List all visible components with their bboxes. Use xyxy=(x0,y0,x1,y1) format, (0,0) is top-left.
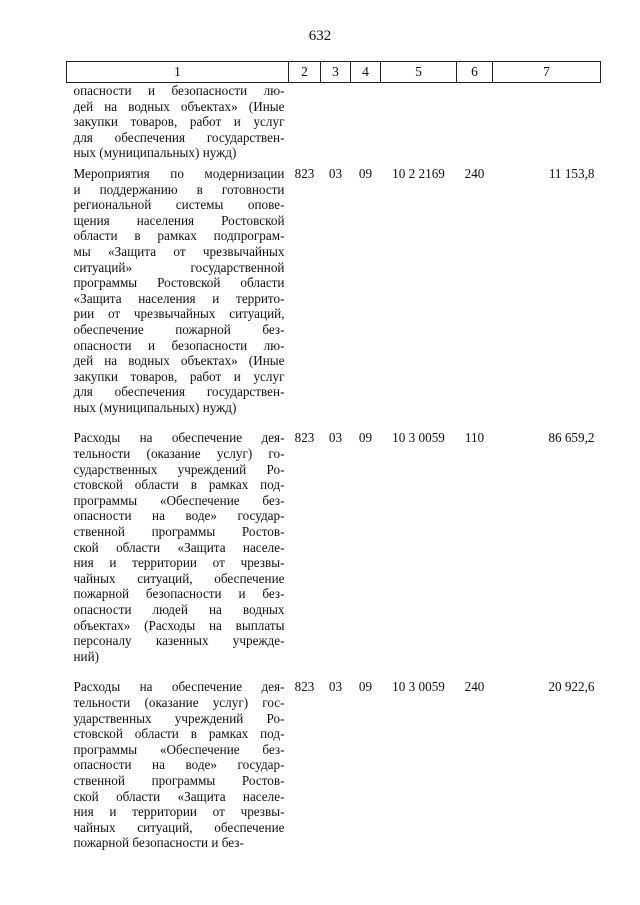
description-line: ситуаций» государственной xyxy=(73,259,285,275)
description-line: дей на водных объектах» (Иные xyxy=(73,353,285,369)
table-row xyxy=(67,83,601,161)
description-line: Мероприятия по модернизации xyxy=(73,165,285,181)
column-header-5: 5 xyxy=(381,62,457,83)
description-line: дей на водных объектах» (Иные xyxy=(73,98,285,114)
description-line: чайных ситуаций, обеспечение xyxy=(73,819,285,835)
row-description xyxy=(67,83,289,161)
description-line: ской области «Защита населе- xyxy=(73,539,285,555)
description-line: объектах» (Расходы на выплаты xyxy=(73,617,285,633)
column-header-2: 2 xyxy=(289,62,321,83)
description-line: опасности и безопасности лю- xyxy=(73,83,285,98)
description-line: чайных ситуаций, обеспечение xyxy=(73,570,285,586)
description-line: сударственных учреждений Ро- xyxy=(73,461,285,477)
description-line: щения населения Ростовской xyxy=(73,212,285,228)
expense-type-code: 110 xyxy=(464,430,485,446)
description-line: рии от чрезвычайных ситуаций, xyxy=(73,306,285,322)
description-line: области в рамках подпрограм- xyxy=(73,228,285,244)
target-article-code: 10 3 0059 xyxy=(392,430,445,446)
expense-type-code: 240 xyxy=(464,165,485,181)
description-line: ния и территории от чрезвы- xyxy=(73,804,285,820)
section-code: 03 xyxy=(328,430,343,446)
description-line: и поддержанию в готовности xyxy=(73,181,285,197)
description-line: для обеспечения государствен- xyxy=(73,129,285,145)
target-article-code: 10 2 2169 xyxy=(392,165,445,181)
section-code: 03 xyxy=(328,679,343,695)
description-line: мы «Защита от чрезвычайных xyxy=(73,243,285,259)
description-line: опасности на воде» государ- xyxy=(73,757,285,773)
description-line: ных (муниципальных) нужд) xyxy=(73,145,237,161)
column-header-4: 4 xyxy=(351,62,381,83)
description-line: ственной программы Ростов- xyxy=(73,524,285,540)
ministry-code xyxy=(289,83,321,161)
description-line: для обеспечения государствен- xyxy=(73,384,285,400)
section-code: 03 xyxy=(328,165,343,181)
target-article-code xyxy=(381,83,457,161)
column-header-6: 6 xyxy=(457,62,493,83)
description-line: программы Ростовской области xyxy=(73,275,285,291)
table-row xyxy=(67,425,601,674)
description-line: пожарной безопасности и без- xyxy=(73,835,244,851)
description-line: «Защита населения и террито- xyxy=(73,290,285,306)
subsection-code: 09 xyxy=(358,679,373,695)
budget-table xyxy=(66,61,601,861)
amount-value: 11 153,8 xyxy=(548,165,595,181)
description-line: тельности (оказание услуг) гос- xyxy=(73,694,285,710)
description-line: ния и территории от чрезвы- xyxy=(73,555,285,571)
description-line: закупки товаров, работ и услуг xyxy=(73,114,285,130)
description-line: ственной программы Ростов- xyxy=(73,772,285,788)
description-line: тельности (оказание услуг) го- xyxy=(73,446,285,462)
ministry-code: 823 xyxy=(294,165,315,181)
column-header-7: 7 xyxy=(493,62,601,83)
table-body xyxy=(67,83,601,861)
description-line: программы «Обеспечение без- xyxy=(73,741,285,757)
description-line: опасности людей на водных xyxy=(73,602,285,617)
column-header-3: 3 xyxy=(321,62,351,83)
description-line: стовской области в рамках под- xyxy=(73,477,285,493)
amount-value xyxy=(493,83,601,161)
description-line: ний) xyxy=(73,648,100,664)
description-line: опасности на воде» государ- xyxy=(73,508,285,524)
amount-value: 86 659,2 xyxy=(548,430,595,446)
table-header-row xyxy=(67,62,601,83)
description-line: пожарной безопасности и без- xyxy=(73,586,285,602)
expense-type-code: 240 xyxy=(464,679,485,695)
row-description xyxy=(67,674,289,861)
subsection-code: 09 xyxy=(358,430,373,446)
description-line: ударственных учреждений Ро- xyxy=(73,710,285,726)
description-line: региональной системы опове- xyxy=(73,197,285,213)
description-line: закупки товаров, работ и услуг xyxy=(73,368,285,384)
description-line: Расходы на обеспечение дея- xyxy=(73,430,285,446)
description-line: стовской области в рамках под- xyxy=(73,726,285,742)
column-header-1: 1 xyxy=(67,62,289,83)
expense-type-code xyxy=(457,83,493,161)
row-description xyxy=(67,425,289,674)
description-line: обеспечение пожарной без- xyxy=(73,321,285,337)
table-row xyxy=(67,674,601,861)
description-line: персоналу казенных учрежде- xyxy=(73,633,285,649)
row-description xyxy=(67,161,289,426)
ministry-code: 823 xyxy=(294,679,315,695)
page-number: 632 xyxy=(308,28,332,44)
description-line: Расходы на обеспечение дея- xyxy=(73,679,285,695)
ministry-code: 823 xyxy=(294,430,315,446)
subsection-code: 09 xyxy=(358,165,373,181)
section-code xyxy=(321,83,351,161)
target-article-code: 10 3 0059 xyxy=(392,679,445,695)
table-row xyxy=(67,161,601,426)
amount-value: 20 922,6 xyxy=(548,679,595,695)
description-line: программы «Обеспечение без- xyxy=(73,492,285,508)
subsection-code xyxy=(351,83,381,161)
description-line: ской области «Защита населе- xyxy=(73,788,285,804)
description-line: ных (муниципальных) нужд) xyxy=(73,399,237,415)
description-line: опасности и безопасности лю- xyxy=(73,337,285,353)
